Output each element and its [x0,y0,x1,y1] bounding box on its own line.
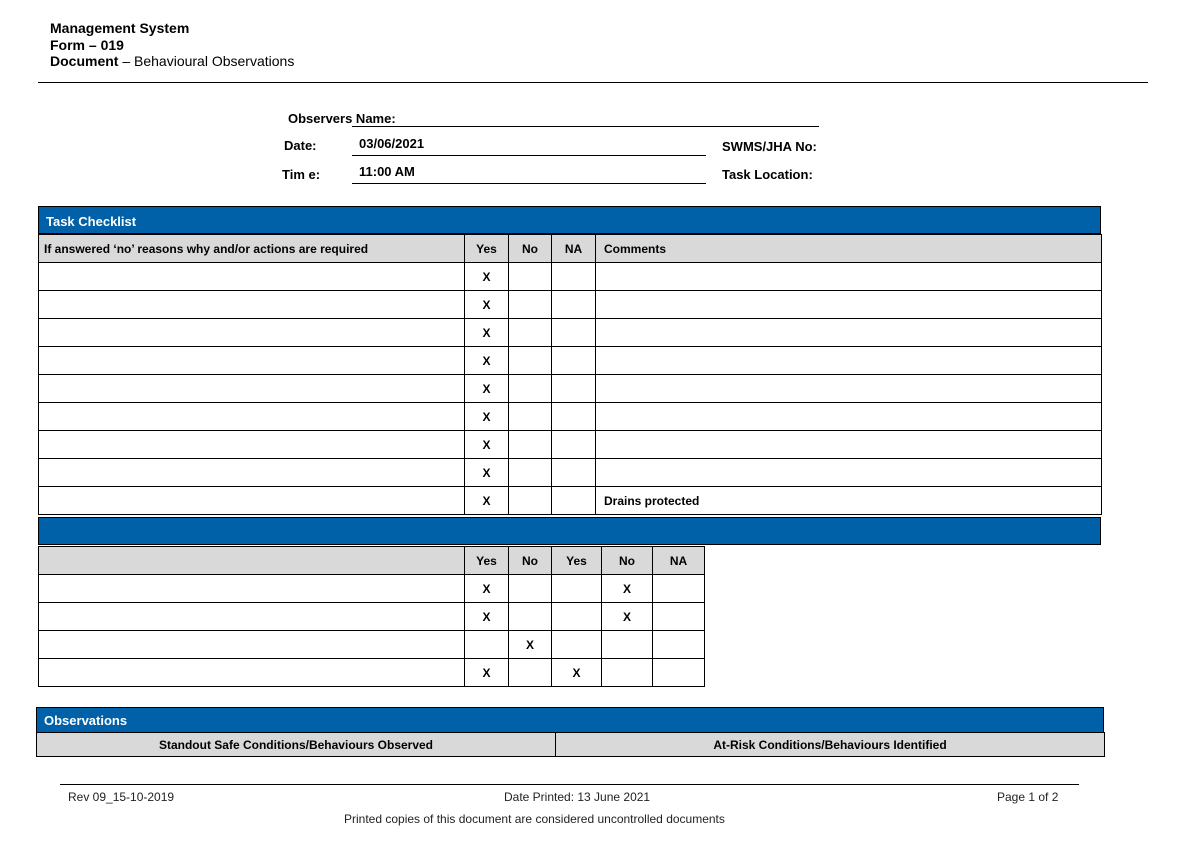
uncontrolled-notice: Printed copies of this document are considered uncontrolled documents [344,812,725,826]
col-header-item [39,547,465,575]
no-cell[interactable] [509,431,552,459]
na-cell[interactable] [552,263,596,291]
date-label: Date: [284,138,317,153]
comment-cell[interactable] [596,291,1102,319]
yes-cell[interactable]: X [465,431,509,459]
item-cell[interactable] [39,603,465,631]
item-cell[interactable] [39,659,465,687]
item-cell[interactable] [39,291,465,319]
task-checklist-bar [38,206,1101,234]
no-cell-2[interactable]: X [602,603,653,631]
yes-cell[interactable]: X [465,459,509,487]
observations-header-row [37,733,1105,757]
no-cell[interactable]: X [509,631,552,659]
col-header-no: No [509,235,552,263]
yes-cell[interactable]: X [465,575,509,603]
item-cell[interactable] [39,575,465,603]
table-row [39,459,1102,487]
comment-cell[interactable]: Drains protected [596,487,1102,515]
header-divider [38,82,1148,83]
table-row [39,631,705,659]
col-header-comments: Comments [596,235,1102,263]
col-header-na: NA [552,235,596,263]
yes-cell[interactable]: X [465,347,509,375]
table-row [39,263,1102,291]
yes-cell[interactable]: X [465,291,509,319]
no-cell[interactable] [509,319,552,347]
comment-cell[interactable] [596,375,1102,403]
no-cell[interactable] [509,263,552,291]
comment-cell[interactable] [596,347,1102,375]
na-cell[interactable] [552,487,596,515]
item-cell[interactable] [39,319,465,347]
table-row [39,659,705,687]
no-cell[interactable] [509,459,552,487]
item-cell[interactable] [39,631,465,659]
table-row [39,575,705,603]
yes-cell[interactable]: X [465,603,509,631]
na-cell[interactable] [552,319,596,347]
yes-cell[interactable]: X [465,319,509,347]
na-cell[interactable] [653,631,705,659]
footer-divider [60,784,1079,785]
table-row [39,403,1102,431]
item-cell[interactable] [39,263,465,291]
comment-cell[interactable] [596,263,1102,291]
time-field-line [352,183,706,184]
comment-cell[interactable] [596,459,1102,487]
time-label: Tim e: [282,167,321,182]
na-cell[interactable] [552,347,596,375]
document-title: Document – Behavioural Observations [50,53,295,69]
date-field-line [352,155,706,156]
item-cell[interactable] [39,347,465,375]
na-cell[interactable] [653,603,705,631]
yes-cell-2[interactable] [552,603,602,631]
na-cell[interactable] [552,375,596,403]
no-cell[interactable] [509,375,552,403]
management-system-label: Management System [50,20,190,36]
second-table-header-row [39,547,705,575]
comment-cell[interactable] [596,319,1102,347]
table-row [39,347,1102,375]
revision-label: Rev 09_15-10-2019 [68,790,175,804]
no-cell[interactable] [509,659,552,687]
col-header-na: NA [653,547,705,575]
form-number: Form – 019 [50,37,124,53]
no-cell[interactable] [509,575,552,603]
item-cell[interactable] [39,403,465,431]
table-row [39,431,1102,459]
table-row [39,291,1102,319]
na-cell[interactable] [552,459,596,487]
na-cell[interactable] [653,575,705,603]
yes-cell-2[interactable]: X [552,659,602,687]
no-cell-2[interactable] [602,659,653,687]
no-cell[interactable] [509,603,552,631]
table-row [39,487,1102,515]
yes-cell[interactable]: X [465,403,509,431]
na-cell[interactable] [552,403,596,431]
comment-cell[interactable] [596,403,1102,431]
yes-cell-2[interactable] [552,631,602,659]
observers-name-field[interactable] [352,126,819,127]
table-row [39,603,705,631]
yes-cell[interactable]: X [465,263,509,291]
na-cell[interactable] [653,659,705,687]
task-checklist-header-row [39,235,1102,263]
yes-cell[interactable]: X [465,659,509,687]
time-value[interactable]: 11:00 AM [359,164,415,179]
item-cell[interactable] [39,487,465,515]
table-row [39,375,1102,403]
observations-title: Observations [44,713,128,728]
item-cell[interactable] [39,431,465,459]
second-table [38,546,705,687]
no-cell-2[interactable]: X [602,575,653,603]
col-header-yes: Yes [465,235,509,263]
at-risk-conditions-header: At-Risk Conditions/Behaviours Identified [556,733,1105,757]
na-cell[interactable] [552,431,596,459]
no-cell[interactable] [509,403,552,431]
no-cell-2[interactable] [602,631,653,659]
safe-conditions-header: Standout Safe Conditions/Behaviours Observed [37,733,556,757]
col-header-yes-2: Yes [552,547,602,575]
observations-table [36,732,1105,757]
observers-name-label: Observers Name: [288,111,396,126]
date-printed: Date Printed: 13 June 2021 [504,790,651,804]
second-section-bar [38,517,1101,545]
date-value[interactable]: 03/06/2021 [359,136,425,151]
yes-cell[interactable] [465,631,509,659]
task-checklist-table [38,234,1102,515]
swms-jha-label: SWMS/JHA No: [722,139,817,154]
table-row [39,319,1102,347]
no-cell[interactable] [509,487,552,515]
yes-cell[interactable]: X [465,375,509,403]
comment-cell[interactable] [596,431,1102,459]
yes-cell-2[interactable] [552,575,602,603]
col-header-reasons: If answered ‘no’ reasons why and/or actions are required [39,235,465,263]
item-cell[interactable] [39,375,465,403]
col-header-no-2: No [602,547,653,575]
page-number: Page 1 of 2 [997,790,1059,804]
na-cell[interactable] [552,291,596,319]
yes-cell[interactable]: X [465,487,509,515]
col-header-yes: Yes [465,547,509,575]
no-cell[interactable] [509,291,552,319]
no-cell[interactable] [509,347,552,375]
item-cell[interactable] [39,459,465,487]
task-location-label: Task Location: [722,167,813,182]
col-header-no: No [509,547,552,575]
observations-bar [36,707,1104,733]
task-checklist-title: Task Checklist [46,214,137,229]
